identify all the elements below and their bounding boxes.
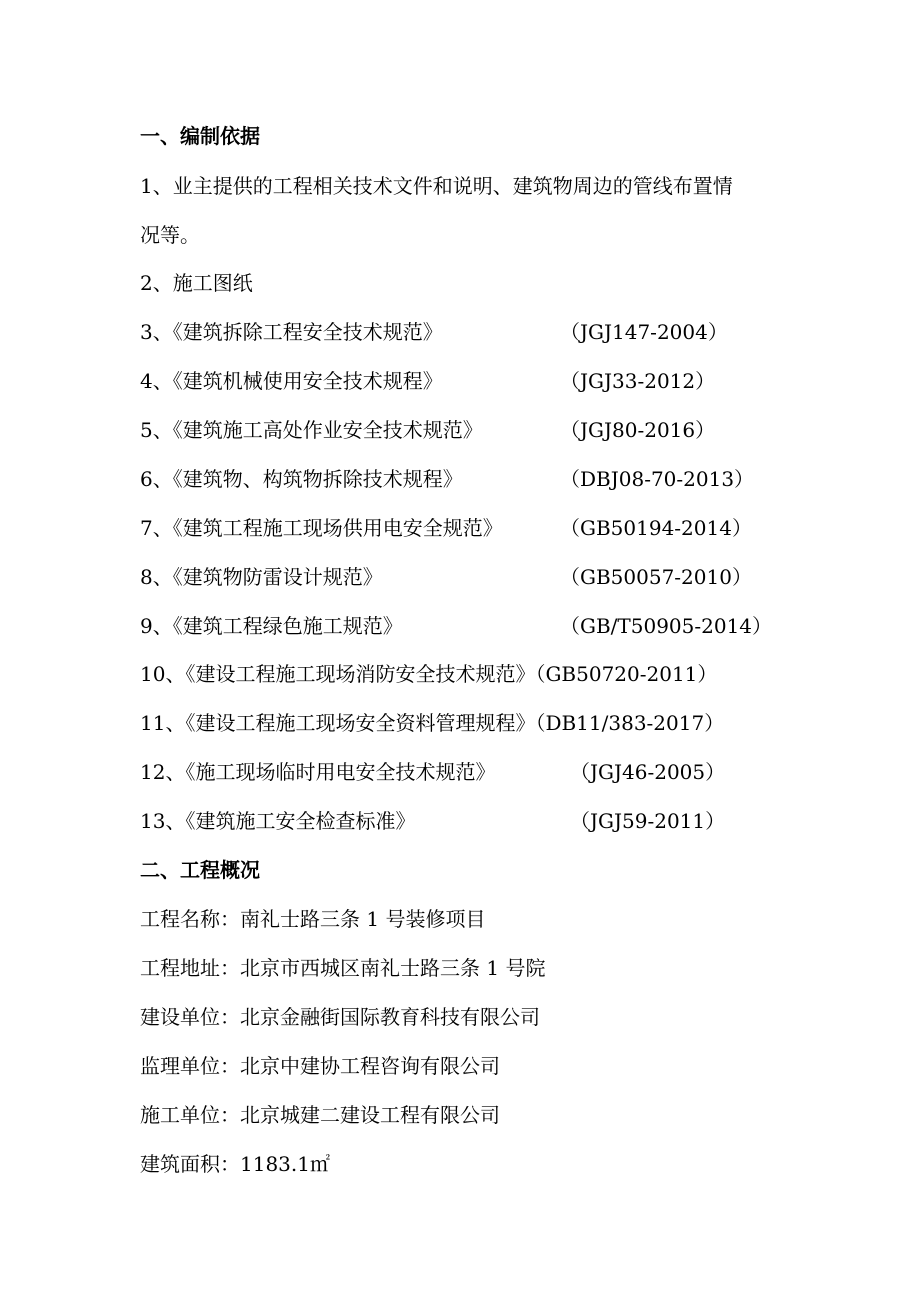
reference-code: （JGJ80-2016） — [560, 418, 716, 442]
reference-item — [140, 613, 773, 639]
reference-code: （DBJ08-70-2013） — [560, 467, 755, 491]
reference-code: （JGJ33-2012） — [560, 369, 716, 393]
building-area: 建筑面积：1183.1㎡ — [140, 1152, 330, 1176]
project-address: 工程地址：北京市西城区南礼士路三条 1 号院 — [140, 956, 546, 980]
reference-title: 8、《建筑物防雷设计规范》 — [140, 565, 383, 589]
reference-item — [140, 661, 717, 687]
reference-title: 6、《建筑物、构筑物拆除技术规程》 — [140, 467, 463, 491]
basis-item-1-line-1: 1、业主提供的工程相关技术文件和说明、建筑物周边的管线布置情 — [140, 174, 733, 198]
reference-item — [140, 808, 726, 834]
reference-item — [140, 319, 728, 345]
reference-item — [140, 564, 752, 590]
reference-title: 4、《建筑机械使用安全技术规程》 — [140, 369, 443, 393]
reference-title: 9、《建筑工程绿色施工规范》 — [140, 614, 403, 638]
reference-title: 12、《施工现场临时用电安全技术规范》 — [140, 760, 496, 784]
reference-item — [140, 417, 716, 443]
reference-title: 13、《建筑施工安全检查标准》 — [140, 809, 416, 833]
section-heading-basis: 一、编制依据 — [140, 124, 260, 148]
reference-code: （GB50194-2014） — [560, 516, 752, 540]
project-name: 工程名称：南礼士路三条 1 号装修项目 — [140, 907, 486, 931]
section-heading-overview: 二、工程概况 — [140, 858, 260, 882]
reference-title: 7、《建筑工程施工现场供用电安全规范》 — [140, 516, 503, 540]
reference-item — [140, 515, 752, 541]
supervisor-unit: 监理单位：北京中建协工程咨询有限公司 — [140, 1054, 500, 1078]
reference-code: （GB50057-2010） — [560, 565, 752, 589]
reference-code: （GB/T50905-2014） — [560, 614, 773, 638]
reference-title: 5、《建筑施工高处作业安全技术规范》 — [140, 418, 483, 442]
reference-item — [140, 466, 755, 492]
reference-code: （GB50720-2011） — [535, 662, 718, 686]
reference-item — [140, 759, 726, 785]
reference-title: 11、《建设工程施工现场安全资料管理规程》 — [140, 711, 536, 735]
reference-code: （JGJ59-2011） — [570, 809, 726, 833]
reference-code: （JGJ46-2005） — [570, 760, 726, 784]
reference-title: 3、《建筑拆除工程安全技术规范》 — [140, 320, 443, 344]
reference-item — [140, 368, 716, 394]
reference-item — [140, 710, 724, 736]
reference-code: （DB11/383-2017） — [535, 711, 725, 735]
reference-title: 10、《建设工程施工现场消防安全技术规范》 — [140, 662, 536, 686]
basis-item-2: 2、施工图纸 — [140, 271, 253, 295]
owner-unit: 建设单位：北京金融街国际教育科技有限公司 — [140, 1005, 540, 1029]
reference-code: （JGJ147-2004） — [560, 320, 728, 344]
basis-item-1-line-2: 况等。 — [140, 223, 200, 247]
contractor-unit: 施工单位：北京城建二建设工程有限公司 — [140, 1103, 500, 1127]
